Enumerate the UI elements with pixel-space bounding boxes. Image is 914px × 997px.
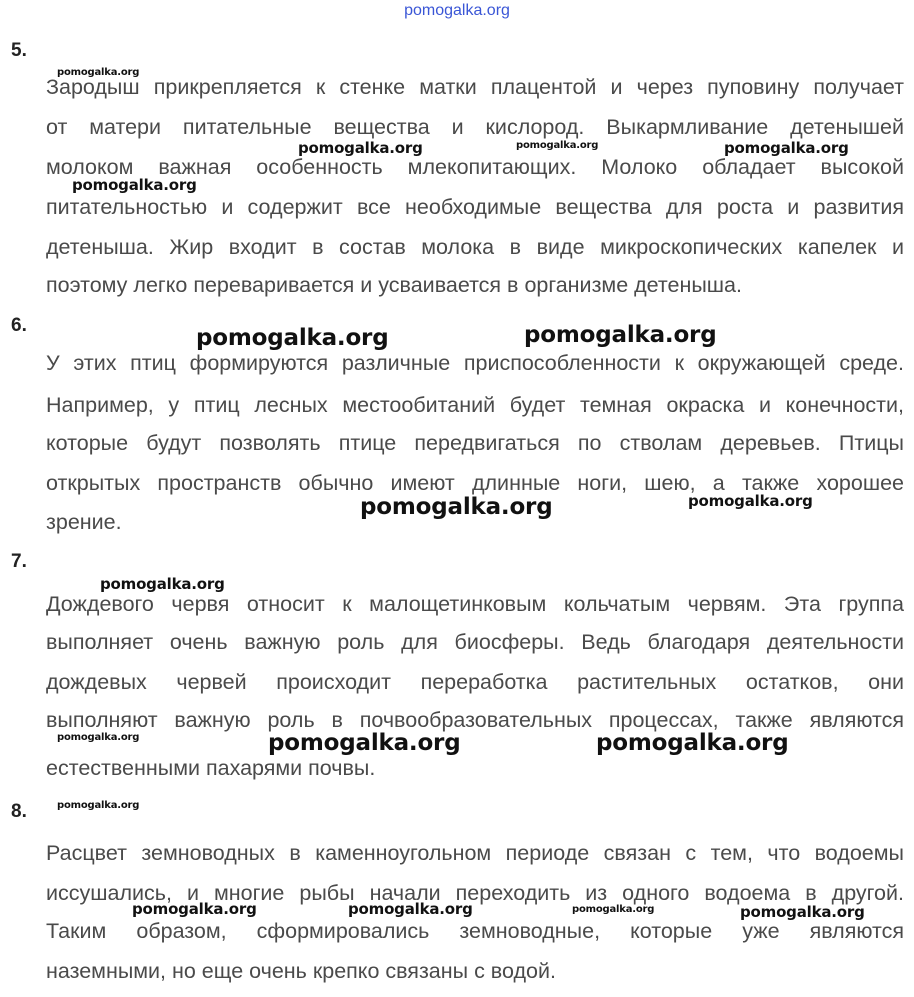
watermark: pomogalka.org xyxy=(516,140,599,151)
watermark: pomogalka.org xyxy=(688,492,813,510)
watermark: pomogalka.org xyxy=(348,900,473,918)
watermark: pomogalka.org xyxy=(57,67,140,78)
answer-6-line-3: которые будут позволять птице передвигаться по стволам деревьев. Птицы xyxy=(46,431,904,455)
watermark: pomogalka.org xyxy=(298,139,423,157)
watermark: pomogalka.org xyxy=(268,730,461,756)
answer-5-line-5: детеныша. Жир входит в состав молока в виде микроскопических капелек и xyxy=(46,235,904,259)
answer-7-line-2: выполняет очень важную роль для биосферы. Ведь благодаря деятельности xyxy=(46,630,904,654)
watermark: pomogalka.org xyxy=(57,800,140,811)
answer-6-line-1: У этих птиц формируются различные приспособленности к окружающей среде. xyxy=(46,351,904,375)
answer-7-line-1: Дождевого червя относит к малощетинковым кольчатым червям. Эта группа xyxy=(46,592,904,616)
answer-6-line-4: открытых пространств обычно имеют длинные ноги, шею, а также хорошее xyxy=(46,471,904,495)
answer-number-7: 7. xyxy=(11,551,27,572)
answer-8-line-2: иссушались, и многие рыбы начали переходить из одного водоема в другой. xyxy=(46,881,904,905)
answer-5-line-3: молоком важная особенность млекопитающих. Молоко обладает высокой xyxy=(46,155,904,179)
answer-5-line-6: поэтому легко переваривается и усваивается в организме детеныша. xyxy=(46,273,742,297)
answer-number-6: 6. xyxy=(11,315,27,336)
answer-number-5: 5. xyxy=(11,40,27,61)
watermark: pomogalka.org xyxy=(572,904,655,915)
answer-7-line-3: дождевых червей происходит переработка растительных остатков, они xyxy=(46,670,904,694)
answer-8-line-1: Расцвет земноводных в каменноугольном периоде связан с тем, что водоемы xyxy=(46,841,904,865)
answer-8-line-4: наземными, но еще очень крепко связаны с водой. xyxy=(46,959,556,983)
site-link[interactable]: pomogalka.org xyxy=(404,2,510,19)
answer-5-line-1: Зародыш прикрепляется к стенке матки плацентой и через пуповину получает xyxy=(46,75,904,99)
answer-5-line-4: питательностью и содержит все необходимые вещества для роста и развития xyxy=(46,195,904,219)
answer-6-line-2: Например, у птиц лесных местообитаний будет темная окраска и конечности, xyxy=(46,393,904,417)
watermark: pomogalka.org xyxy=(724,139,849,157)
answer-5-line-2: от матери питательные вещества и кислород. Выкармливание детенышей xyxy=(46,115,904,139)
answer-7-line-5: естественными пахарями почвы. xyxy=(46,756,376,780)
watermark: pomogalka.org xyxy=(196,325,389,351)
watermark: pomogalka.org xyxy=(596,730,789,756)
watermark: pomogalka.org xyxy=(360,494,553,520)
answer-7-line-4: выполняют важную роль в почвообразовательных процессах, также являются xyxy=(46,708,904,732)
watermark: pomogalka.org xyxy=(57,732,140,743)
watermark: pomogalka.org xyxy=(524,322,717,348)
watermark: pomogalka.org xyxy=(740,903,865,921)
answer-number-8: 8. xyxy=(11,801,27,822)
watermark: pomogalka.org xyxy=(72,176,197,194)
watermark: pomogalka.org xyxy=(100,575,225,593)
answer-6-line-5: зрение. xyxy=(46,510,122,534)
watermark: pomogalka.org xyxy=(132,900,257,918)
answer-8-line-3: Таким образом, сформировались земноводные, которые уже являются xyxy=(46,919,904,943)
